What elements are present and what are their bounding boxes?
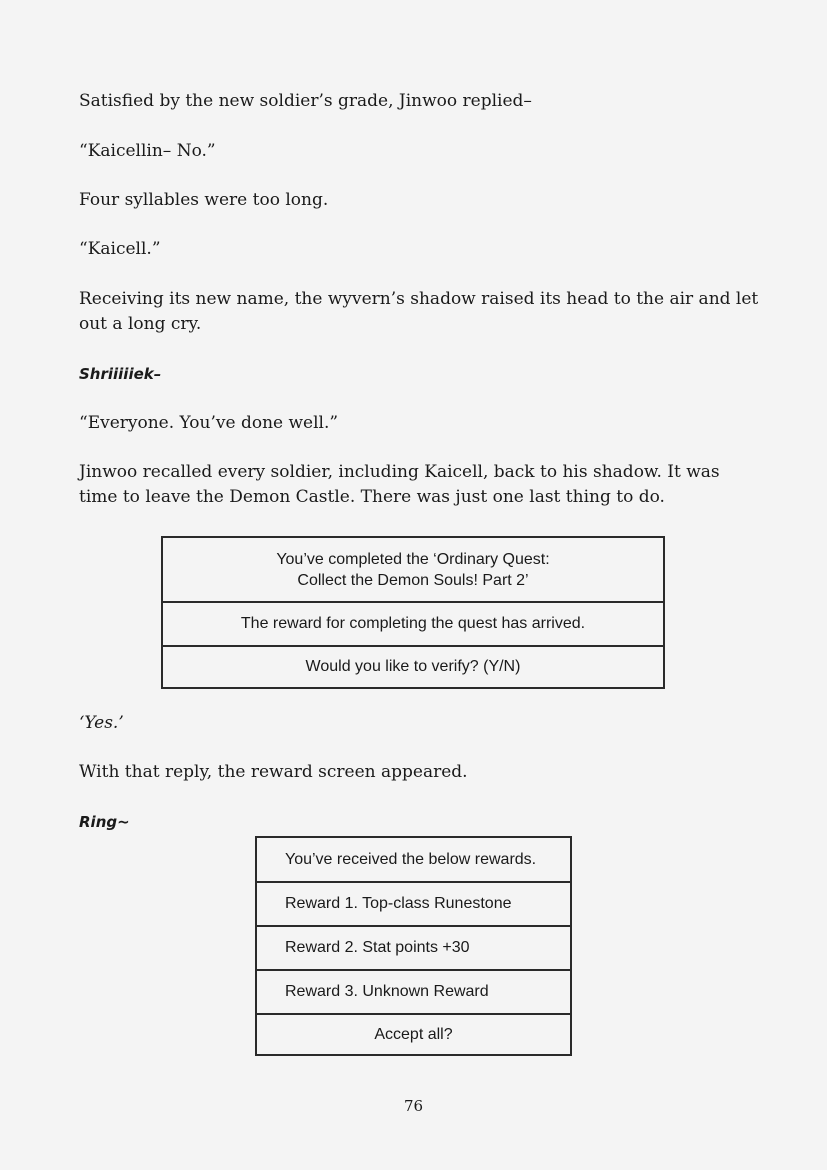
- sound-effect: Ring~: [79, 813, 130, 831]
- paragraph: Four syllables were too long.: [79, 190, 329, 210]
- reward-header-row: [257, 838, 570, 881]
- reward-item-text: Reward 2. Stat points +30: [285, 939, 470, 956]
- reward-item-text: Reward 3. Unknown Reward: [285, 983, 489, 1000]
- paragraph: Receiving its new name, the wyvern’s shadow raised its head to the air and let out a long cry.: [79, 289, 759, 334]
- reward-row: [257, 881, 570, 925]
- paragraph: “Everyone. You’ve done well.”: [79, 413, 339, 433]
- accept-all-text: Accept all?: [374, 1025, 453, 1043]
- reward-item-text: Reward 1. Top-class Runestone: [285, 895, 512, 912]
- reward-window: [255, 836, 572, 1056]
- sound-effect: Shriiiiiek–: [79, 365, 162, 383]
- paragraph: ‘Yes.’: [79, 713, 124, 733]
- quest-title-line: You’ve completed the ‘Ordinary Quest:: [276, 550, 550, 568]
- quest-complete-window: [161, 536, 665, 689]
- verify-prompt-text: Would you like to verify? (Y/N): [305, 658, 521, 675]
- quest-title-row: [163, 538, 663, 601]
- paragraph: “Kaicell.”: [79, 239, 161, 259]
- verify-prompt-row[interactable]: [163, 645, 663, 687]
- reward-header-text: You’ve received the below rewards.: [285, 850, 537, 868]
- paragraph: Satisfied by the new soldier’s grade, Jinwoo replied–: [79, 91, 532, 111]
- reward-row: [257, 925, 570, 969]
- reward-arrived-row: [163, 601, 663, 645]
- quest-title-line: Collect the Demon Souls! Part 2’: [297, 571, 529, 589]
- paragraph: “Kaicellin– No.”: [79, 141, 216, 161]
- accept-all-row[interactable]: [257, 1013, 570, 1054]
- paragraph: Jinwoo recalled every soldier, including Kaicell, back to his shadow. It was time to leave the Demon Castle. There was just one last thing to do.: [79, 462, 720, 507]
- reward-row: [257, 969, 570, 1013]
- reward-arrived-text: The reward for completing the quest has arrived.: [240, 615, 586, 632]
- quest-title: [276, 549, 549, 591]
- page-number: 76: [403, 1097, 424, 1115]
- paragraph: With that reply, the reward screen appeared.: [79, 762, 468, 782]
